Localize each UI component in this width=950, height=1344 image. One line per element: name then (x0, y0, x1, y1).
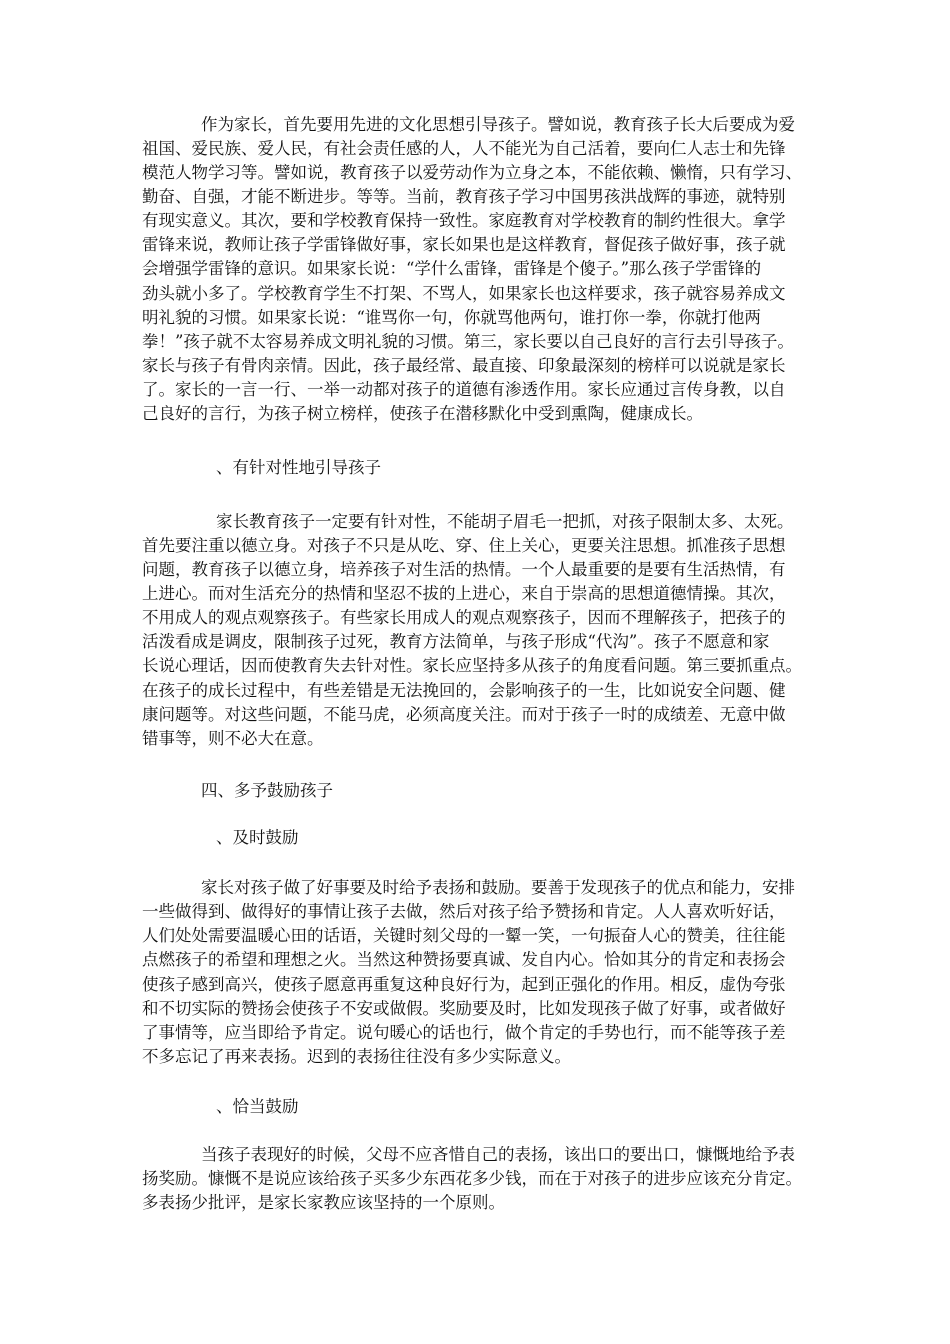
paragraph-line: 当孩子表现好的时候，父母不应吝惜自己的表扬，该出口的要出口，慷慨地给予表 (201, 1145, 795, 1164)
paragraph-line: 人们处处需要温暖心田的话语，关键时刻父母的一颦一笑，一句振奋人心的赞美，往往能 (142, 926, 786, 945)
section-heading: 、有针对性地引导孩子 (216, 458, 381, 477)
paragraph-line: 劲头就小多了。学校教育学生不打架、不骂人，如果家长也这样要求，孩子就容易养成文 (142, 284, 786, 303)
paragraph-line: 和不切实际的赞扬会使孩子不安或做假。奖励要及时，比如发现孩子做了好事，或者做好 (142, 999, 786, 1018)
paragraph-line: 问题，教育孩子以德立身，培养孩子对生活的热情。一个人最重要的是要有生活热情，有 (142, 560, 786, 579)
paragraph-line: 活泼看成是调皮，限制孩子过死，教育方法简单，与孩子形成“代沟”。孩子不愿意和家 (142, 632, 770, 651)
paragraph-line: 康问题等。对这些问题，不能马虎，必须高度关注。而对于孩子一时的成绩差、无意中做 (142, 705, 786, 724)
paragraph-line: 己良好的言行，为孩子树立榜样，使孩子在潜移默化中受到熏陶，健康成长。 (142, 404, 703, 423)
paragraph-line: 在孩子的成长过程中，有些差错是无法挽回的，会影响孩子的一生，比如说安全问题、健 (142, 681, 786, 700)
paragraph-line: 一些做得到、做得好的事情让孩子去做，然后对孩子给予赞扬和肯定。人人喜欢听好话， (142, 902, 786, 921)
paragraph-line: 了。家长的一言一行、一举一动都对孩子的道德有渗透作用。家长应通过言传身教，以自 (142, 380, 786, 399)
paragraph-line: 祖国、爱民族、爱人民，有社会责任感的人，人不能光为自己活着，要向仁人志士和先锋 (142, 139, 786, 158)
paragraph-line: 上进心。而对生活充分的热情和坚忍不拔的上进心，来自于崇高的思想道德情操。其次， (142, 584, 786, 603)
paragraph-line: 明礼貌的习惯。如果家长说：“谁骂你一句，你就骂他两句，谁打你一拳，你就打他两 (142, 308, 761, 327)
paragraph-line: 不多忘记了再来表扬。迟到的表扬往往没有多少实际意义。 (142, 1047, 571, 1066)
paragraph-line: 勤奋、自强，才能不断进步。等等。当前，教育孩子学习中国男孩洪战辉的事迹，就特别 (142, 187, 786, 206)
paragraph-line: 作为家长，首先要用先进的文化思想引导孩子。譬如说，教育孩子长大后要成为爱 (201, 115, 795, 134)
paragraph-line: 有现实意义。其次，要和学校教育保持一致性。家庭教育对学校教育的制约性很大。拿学 (142, 211, 786, 230)
section-heading: 四、多予鼓励孩子 (201, 781, 333, 800)
paragraph-line: 使孩子感到高兴，使孩子愿意再重复这种良好行为，起到正强化的作用。相反，虚伪夸张 (142, 975, 786, 994)
paragraph-line: 了事情等，应当即给予肯定。说句暖心的话也行，做个肯定的手势也行，而不能等孩子差 (142, 1023, 786, 1042)
paragraph-line: 不用成人的观点观察孩子。有些家长用成人的观点观察孩子，因而不理解孩子，把孩子的 (142, 608, 786, 627)
paragraph-line: 家长与孩子有骨肉亲情。因此，孩子最经常、最直接、印象最深刻的榜样可以说就是家长 (142, 356, 786, 375)
paragraph-line: 长说心理话，因而使教育失去针对性。家长应坚持多从孩子的角度看问题。第三要抓重点。 (142, 656, 802, 675)
paragraph-line: 家长教育孩子一定要有针对性，不能胡子眉毛一把抓，对孩子限制太多、太死。 (216, 512, 794, 531)
paragraph-line: 多表扬少批评，是家长家教应该坚持的一个原则。 (142, 1193, 505, 1212)
paragraph-line: 点燃孩子的希望和理想之火。当然这种赞扬要真诚、发自内心。恰如其分的肯定和表扬会 (142, 950, 786, 969)
paragraph-line: 家长对孩子做了好事要及时给予表扬和鼓励。要善于发现孩子的优点和能力，安排 (201, 878, 795, 897)
subsection-heading: 、恰当鼓励 (216, 1097, 299, 1116)
subsection-heading: 、及时鼓励 (216, 828, 299, 847)
paragraph-line: 首先要注重以德立身。对孩子不只是从吃、穿、住上关心，更要关注思想。抓准孩子思想 (142, 536, 786, 555)
paragraph-line: 拳！”孩子就不太容易养成文明礼貌的习惯。第三，家长要以自己良好的言行去引导孩子。 (142, 332, 794, 351)
paragraph-line: 模范人物学习等。譬如说，教育孩子以爱劳动作为立身之本，不能依赖、懒惰，只有学习、 (142, 163, 802, 182)
paragraph-line: 扬奖励。慷慨不是说应该给孩子买多少东西花多少钱，而在于对孩子的进步应该充分肯定。 (142, 1169, 802, 1188)
paragraph-line: 雷锋来说，教师让孩子学雷锋做好事，家长如果也是这样教育，督促孩子做好事，孩子就 (142, 235, 786, 254)
paragraph-line: 会增强学雷锋的意识。如果家长说：“学什么雷锋，雷锋是个傻子。”那么孩子学雷锋的 (142, 259, 762, 278)
paragraph-line: 错事等，则不必大在意。 (142, 729, 324, 748)
